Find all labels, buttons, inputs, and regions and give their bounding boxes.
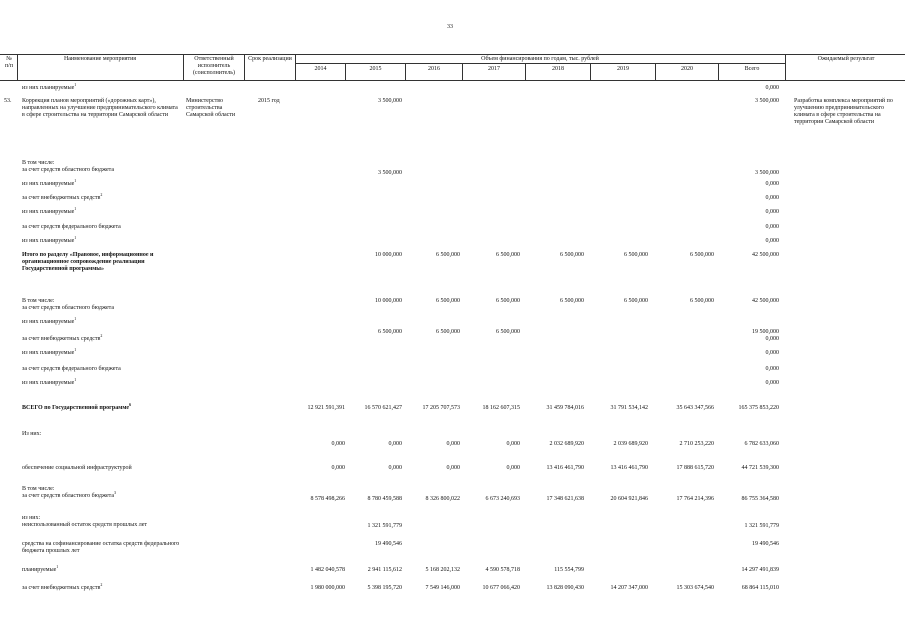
- value-cell: 0,000: [446, 441, 460, 447]
- value-cell: 7 549 146,000: [425, 585, 460, 591]
- total-cell: 68 864 115,010: [741, 585, 779, 591]
- value-cell: 10 000,000: [375, 298, 402, 304]
- value-cell: 19 490,546: [375, 541, 402, 547]
- value-cell: 17 205 707,573: [422, 405, 460, 411]
- col-divider: [183, 54, 184, 80]
- row-label: из них планируемые$^1$: [22, 178, 77, 187]
- row-label: из них планируемые$^1$: [22, 82, 77, 91]
- total-cell: 1 321 591,779: [744, 523, 779, 529]
- page-number: 33: [447, 24, 453, 30]
- footnote-marker: 6: [129, 402, 132, 407]
- footnote-marker: 2: [100, 582, 103, 587]
- footnote-marker: 1: [56, 564, 59, 569]
- value-cell: 35 643 347,566: [676, 405, 714, 411]
- row-label: В том числе: за счет средств областного бюджета$^3$: [22, 486, 117, 499]
- row-label: В том числе: за счет средств областного бюджета: [22, 160, 115, 173]
- row-label: из них: неиспользованный остаток средств прошлых лет: [22, 515, 148, 528]
- value-cell: 13 416 461,790: [546, 465, 584, 471]
- row-label: из них планируемые$^1$: [22, 206, 77, 215]
- header-bottom-border: [0, 80, 905, 81]
- years-divider: [295, 63, 785, 64]
- total-cell: 3 500,000: [755, 98, 779, 104]
- row-label: из них планируемые$^1$: [22, 316, 77, 325]
- value-cell: 6 500,000: [436, 298, 460, 304]
- row-label: из них планируемые$^1$: [22, 377, 77, 386]
- value-cell: 0,000: [446, 465, 460, 471]
- value-cell: 14 207 347,000: [610, 585, 648, 591]
- row-label: из них планируемые$^1$: [22, 347, 77, 356]
- header-result: Ожидаемый результат: [817, 56, 875, 62]
- value-cell: 0,000: [331, 465, 345, 471]
- row-label: планируемые$^1$: [22, 564, 59, 573]
- value-cell: 1 980 000,000: [310, 585, 345, 591]
- row-term: 2015 год: [258, 98, 280, 104]
- value-cell: 6 500,000: [560, 252, 584, 258]
- value-cell: 12 921 591,391: [307, 405, 345, 411]
- value-cell: 6 500,000: [436, 329, 460, 335]
- total-cell: 0,000: [765, 336, 779, 342]
- footnote-marker: 1: [74, 347, 77, 352]
- year-2015: 2015: [369, 66, 382, 72]
- value-cell: 2 032 689,920: [549, 441, 584, 447]
- header-num: № п/п: [4, 56, 14, 69]
- footnote-marker: 1: [74, 178, 77, 183]
- value-cell: 2 941 115,612: [367, 567, 402, 573]
- value-cell: 13 416 461,790: [610, 465, 648, 471]
- total-cell: 19 490,546: [752, 541, 779, 547]
- value-cell: 16 570 621,427: [364, 405, 402, 411]
- total-cell: 0,000: [765, 209, 779, 215]
- value-cell: 6 500,000: [496, 252, 520, 258]
- value-cell: 17 348 621,638: [546, 496, 584, 502]
- value-cell: 6 673 240,693: [485, 496, 520, 502]
- total-cell: 6 782 633,060: [744, 441, 779, 447]
- footnote-marker: 1: [74, 235, 77, 240]
- value-cell: 0,000: [388, 441, 402, 447]
- year-2019: 2019: [617, 66, 629, 72]
- footnote-marker: 1: [74, 377, 77, 382]
- total-cell: 42 500,000: [752, 252, 779, 258]
- value-cell: 13 828 090,430: [546, 585, 584, 591]
- value-cell: 6 500,000: [624, 298, 648, 304]
- row-label: за счет внебюджетных средств$^2$: [22, 192, 103, 201]
- col-divider: [785, 54, 786, 80]
- value-cell: 2 039 689,920: [613, 441, 648, 447]
- value-cell: 6 500,000: [560, 298, 584, 304]
- value-cell: 6 500,000: [378, 329, 402, 335]
- value-cell: 2 710 253,220: [679, 441, 714, 447]
- col-divider: [244, 54, 245, 80]
- year-2020: 2020: [681, 66, 693, 72]
- year-2018: 2018: [552, 66, 564, 72]
- total-cell: 0,000: [765, 224, 779, 230]
- value-cell: 3 500,000: [378, 98, 402, 104]
- value-cell: 17 888 615,720: [676, 465, 714, 471]
- total-cell: 14 297 491,839: [741, 567, 779, 573]
- year-total: Всего: [744, 66, 760, 72]
- value-cell: 6 500,000: [624, 252, 648, 258]
- value-cell: 115 554,799: [554, 567, 584, 573]
- row-result: Разработка комплекса мероприятий по улучшению предпринимательского климата в сфере строительства на территории Самарской области: [794, 98, 893, 125]
- value-cell: 18 162 607,315: [482, 405, 520, 411]
- value-cell: 31 459 784,016: [546, 405, 584, 411]
- total-cell: 19 500,000: [752, 329, 779, 335]
- value-cell: 15 303 674,540: [676, 585, 714, 591]
- total-cell: 3 500,000: [755, 170, 779, 176]
- row-label: В том числе: за счет средств областного бюджета: [22, 298, 115, 311]
- row-label: из них планируемые$^1$: [22, 235, 77, 244]
- row-label: Коррекция планов мероприятий («дорожных карт»), направленных на улучшение предпринимательского климата в сфере строительства на территории Самарской области: [22, 98, 178, 118]
- value-cell: 5 168 202,132: [425, 567, 460, 573]
- table-top-border: [0, 54, 905, 55]
- value-cell: 0,000: [331, 441, 345, 447]
- value-cell: 10 000,000: [375, 252, 402, 258]
- row-label: за счет средств федерального бюджета: [22, 224, 121, 230]
- value-cell: 20 604 921,846: [610, 496, 648, 502]
- footnote-marker: 1: [74, 82, 77, 87]
- total-cell: 44 721 539,300: [741, 465, 779, 471]
- row-label: ВСЕГО по Государственной программе$^6$: [22, 402, 132, 411]
- value-cell: 0,000: [388, 465, 402, 471]
- total-cell: 0,000: [765, 238, 779, 244]
- row-label: за счет средств федерального бюджета: [22, 366, 121, 372]
- footnote-marker: 2: [100, 333, 103, 338]
- total-cell: 42 500,000: [752, 298, 779, 304]
- footnote-marker: 2: [100, 192, 103, 197]
- total-cell: 0,000: [765, 380, 779, 386]
- footnote-marker: 3: [114, 490, 117, 495]
- value-cell: 1 482 040,578: [310, 567, 345, 573]
- header-name: Наименование мероприятия: [63, 56, 137, 62]
- row-number: 53.: [4, 98, 12, 104]
- value-cell: 6 500,000: [436, 252, 460, 258]
- value-cell: 0,000: [506, 465, 520, 471]
- value-cell: 3 500,000: [378, 170, 402, 176]
- header-resp: Ответственный исполнитель (соисполнитель): [192, 56, 236, 76]
- row-label: Итого по разделу «Правовое, информационное и организационное сопровождение реализации Государственной программы»: [22, 252, 154, 272]
- total-cell: 165 375 853,220: [738, 405, 779, 411]
- year-2014: 2014: [314, 66, 327, 72]
- row-label: за счет внебюджетных средств$^2$: [22, 333, 103, 342]
- total-cell: 0,000: [765, 195, 779, 201]
- value-cell: 10 677 066,420: [482, 585, 520, 591]
- total-cell: 86 755 364,580: [741, 496, 779, 502]
- value-cell: 8 780 459,588: [367, 496, 402, 502]
- total-cell: 0,000: [765, 366, 779, 372]
- header-term: Срок реализации: [248, 56, 292, 62]
- row-label: обеспечение социальной инфраструктурой: [22, 465, 132, 471]
- value-cell: 1 321 591,779: [367, 523, 402, 529]
- total-cell: 0,000: [765, 181, 779, 187]
- value-cell: 31 791 534,142: [610, 405, 648, 411]
- row-responsible: Министерство строительства Самарской области: [186, 98, 236, 118]
- total-cell: 0,000: [765, 350, 779, 356]
- value-cell: 6 500,000: [690, 252, 714, 258]
- footnote-marker: 1: [74, 206, 77, 211]
- value-cell: 6 500,000: [496, 298, 520, 304]
- value-cell: 5 398 195,720: [367, 585, 402, 591]
- header-financing: Объем финансирования по годам, тыс. рублей: [481, 56, 599, 62]
- value-cell: 8 578 498,266: [310, 496, 345, 502]
- total-cell: 0,000: [765, 85, 779, 91]
- value-cell: 0,000: [506, 441, 520, 447]
- year-2017: 2017: [488, 66, 500, 72]
- footnote-marker: 1: [74, 316, 77, 321]
- value-cell: 6 500,000: [496, 329, 520, 335]
- value-cell: 17 764 214,396: [676, 496, 714, 502]
- row-label: Из них:: [22, 431, 42, 437]
- value-cell: 6 500,000: [690, 298, 714, 304]
- row-label: средства на софинансирование остатка средств федерального бюджета прошлых лет: [22, 541, 180, 554]
- value-cell: 4 590 578,718: [485, 567, 520, 573]
- row-label: за счет внебюджетных средств$^2$: [22, 582, 103, 591]
- year-2016: 2016: [428, 66, 440, 72]
- value-cell: 8 326 800,022: [425, 496, 460, 502]
- col-divider: [17, 54, 18, 80]
